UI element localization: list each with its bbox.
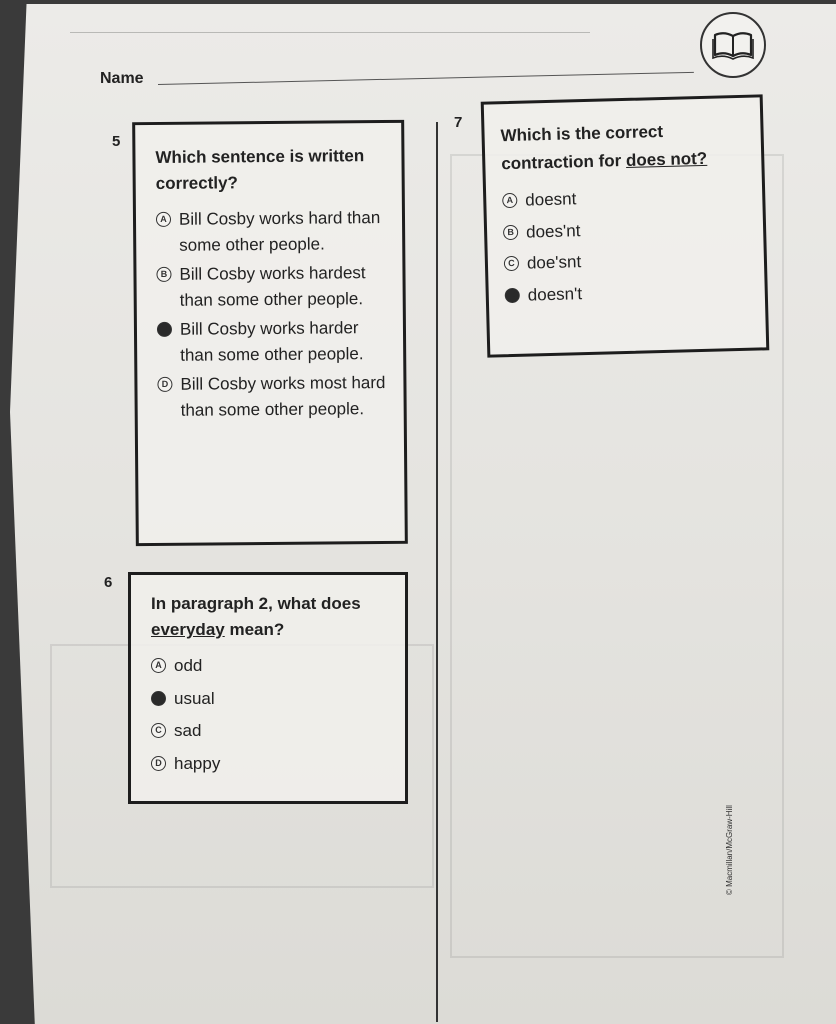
question-7-box [481, 94, 770, 357]
answer-bubble-a[interactable]: A [156, 212, 171, 227]
answer-bubble-d[interactable]: D [151, 756, 166, 771]
option-text: odd [174, 656, 203, 675]
question-6-options [151, 653, 389, 776]
prompt-text-end: mean? [224, 620, 285, 639]
answer-bubble-d-filled[interactable]: D [505, 287, 520, 302]
question-5-options [156, 205, 386, 423]
answer-bubble-b[interactable]: B [503, 224, 518, 239]
name-label: Name [100, 70, 144, 87]
answer-bubble-b-filled[interactable]: B [151, 691, 166, 706]
option-text: Bill Cosby works hardest than some other people. [179, 263, 366, 310]
underlined-phrase: does not? [625, 148, 708, 170]
question-6-option-b[interactable] [151, 686, 389, 712]
question-5-box [132, 120, 408, 546]
answer-bubble-a[interactable]: A [502, 193, 517, 208]
question-6-option-d[interactable] [151, 751, 389, 777]
question-7-option-d[interactable] [504, 276, 747, 308]
question-6-option-c[interactable] [151, 718, 389, 744]
book-icon [700, 12, 766, 78]
option-text: doe'snt [526, 252, 582, 273]
copyright-notice: © Macmillan/McGraw-Hill [725, 805, 734, 895]
answer-bubble-a[interactable]: A [151, 658, 166, 673]
answer-bubble-b[interactable]: B [156, 267, 171, 282]
option-text: does'nt [525, 220, 581, 242]
option-text: doesn't [527, 283, 583, 305]
question-5-option-d[interactable] [157, 370, 385, 423]
question-7-options [502, 182, 747, 308]
prompt-text: In paragraph 2, what does [151, 594, 361, 613]
question-7-prompt [500, 116, 743, 178]
option-text: Bill Cosby works most hard than some other people. [180, 372, 386, 420]
answer-bubble-c-filled[interactable]: C [157, 322, 172, 337]
answer-bubble-c[interactable]: C [504, 256, 519, 271]
question-6-box [128, 572, 408, 804]
answer-bubble-c[interactable]: C [151, 723, 166, 738]
option-text: sad [174, 721, 202, 740]
question-5-option-b[interactable] [156, 260, 384, 313]
question-5-number: 5 [112, 133, 121, 150]
question-6-prompt [151, 591, 389, 643]
question-6-number: 6 [104, 574, 113, 591]
question-7-option-c[interactable] [504, 245, 747, 277]
option-text: Bill Cosby works hard than some other people. [178, 208, 381, 255]
question-5-option-a[interactable] [156, 205, 384, 258]
question-7-option-b[interactable] [503, 213, 746, 245]
question-6-option-a[interactable] [151, 653, 389, 679]
underlined-word: everyday [151, 620, 225, 639]
column-divider [436, 122, 438, 1022]
option-text: usual [174, 688, 215, 708]
question-7-option-a[interactable] [502, 182, 745, 214]
option-text: doesnt [525, 189, 577, 210]
top-rule [70, 32, 590, 33]
prompt-text: Which is the correct contraction for [500, 121, 664, 174]
answer-bubble-d[interactable]: D [157, 377, 172, 392]
option-text: Bill Cosby works harder than some other people. [179, 318, 364, 365]
option-text: happy [174, 753, 221, 773]
question-5-option-c[interactable] [157, 315, 385, 368]
question-7-number: 7 [454, 114, 463, 131]
question-5-prompt: Which sentence is written correctly? [155, 146, 365, 193]
